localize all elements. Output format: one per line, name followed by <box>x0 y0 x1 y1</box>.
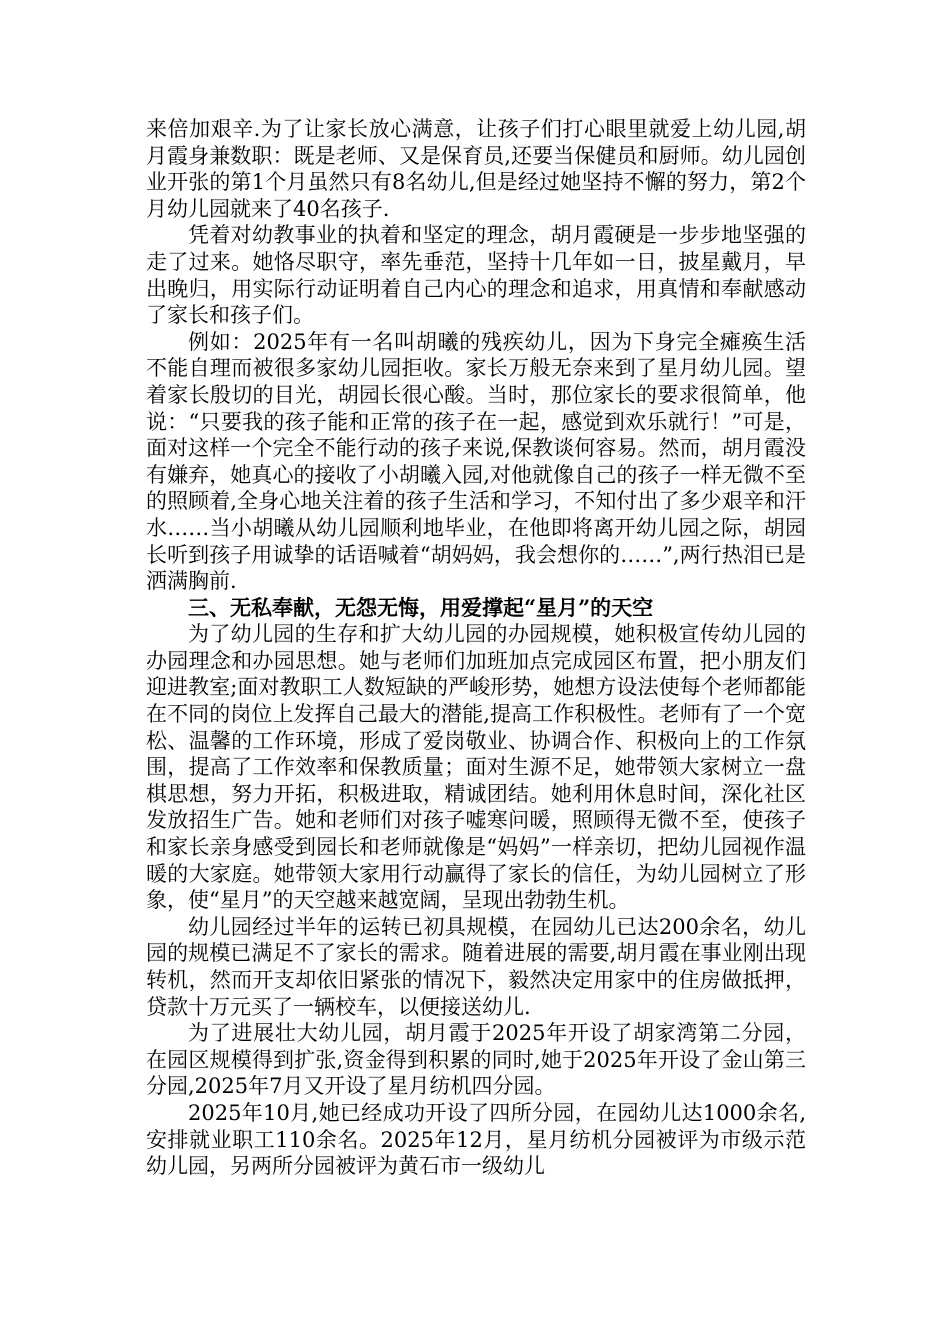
paragraph-5: 幼儿园经过半年的运转已初具规模，在园幼儿已达200余名，幼儿园的规模已满足不了家长的需求。随着进展的需要,胡月霞在事业刚出现转机，然而开支却依旧紧张的情况下，毅然决定用家中的住房做抵押，贷款十万元买了一辆校车，以便接送幼儿. <box>146 914 806 1019</box>
paragraph-1: 来倍加艰辛.为了让家长放心满意，让孩子们打心眼里就爱上幼儿园,胡月霞身兼数职：既是老师、又是保育员,还要当保健员和厨师。幼儿园创业开张的第1个月虽然只有8名幼儿,但是经过她坚持不懈的努力，第2个月幼儿园就来了40名孩子. <box>146 117 806 221</box>
paragraph-4: 为了幼儿园的生存和扩大幼儿园的办园规模，她积极宣传幼儿园的办园理念和办园思想。她与老师们加班加点完成园区布置，把小朋友们迎进教室;面对教职工人数短缺的严峻形势，她想方设法使每个老师都能在不同的岗位上发挥自己最大的潜能,提高工作积极性。老师有了一个宽松、温馨的工作环境，形成了爱岗敬业、协调合作、积极向上的工作氛围，提高了工作效率和保教质量；面对生源不足，她带领大家树立一盘棋思想，努力开拓，积极进取，精诚团结。她利用休息时间，深化社区发放招生广告。她和老师们对孩子嘘寒问暖，照顾得无微不至，使孩子和家长亲身感受到园长和老师就像是“妈妈”一样亲切，把幼儿园视作温暖的大家庭。她带领大家用行动赢得了家长的信任，为幼儿园树立了形象，使“星月”的天空越来越宽阔，呈现出勃勃生机。 <box>146 622 806 913</box>
paragraph-2: 凭着对幼教事业的执着和坚定的理念，胡月霞硬是一步步地坚强的走了过来。她恪尽职守，率先垂范，坚持十几年如一日，披星戴月，早出晚归，用实际行动证明着自己内心的理念和追求，用真情和奉献感动了家长和孩子们。 <box>146 223 806 328</box>
section-heading: 三、无私奉献，无怨无悔，用爱撑起“星月”的天空 <box>188 594 654 620</box>
paragraph-6: 为了进展壮大幼儿园，胡月霞于2025年开设了胡家湾第二分园，在园区规模得到扩张,资金得到积累的同时,她于2025年开设了金山第三分园,2025年7月又开设了星月纺机四分园。 <box>146 1021 806 1099</box>
paragraph-7: 2025年10月,她已经成功开设了四所分园，在园幼儿达1000余名,安排就业职工110余名。2025年12月，星月纺机分园被评为市级示范幼儿园，另两所分园被评为黄石市一级幼儿 <box>146 1100 806 1179</box>
paragraph-3: 例如：2025年有一名叫胡曦的残疾幼儿，因为下身完全瘫痪生活不能自理而被很多家幼儿园拒收。家长万般无奈来到了星月幼儿园。望着家长殷切的目光，胡园长很心酸。当时，那位家长的要求很简单，他说：“只要我的孩子能和正常的孩子在一起，感觉到欢乐就行！”可是，面对这样一个完全不能行动的孩子来说,保教谈何容易。然而，胡月霞没有嫌弃，她真心的接收了小胡曦入园,对他就像自己的孩子一样无微不至的照顾着,全身心地关注着的孩子生活和学习，不知付出了多少艰辛和汗水……当小胡曦从幼儿园顺利地毕业，在他即将离开幼儿园之际，胡园长听到孩子用诚挚的话语喊着“胡妈妈，我会想你的……”,两行热泪已是洒满胸前. <box>146 329 806 594</box>
document-page <box>146 116 806 1180</box>
